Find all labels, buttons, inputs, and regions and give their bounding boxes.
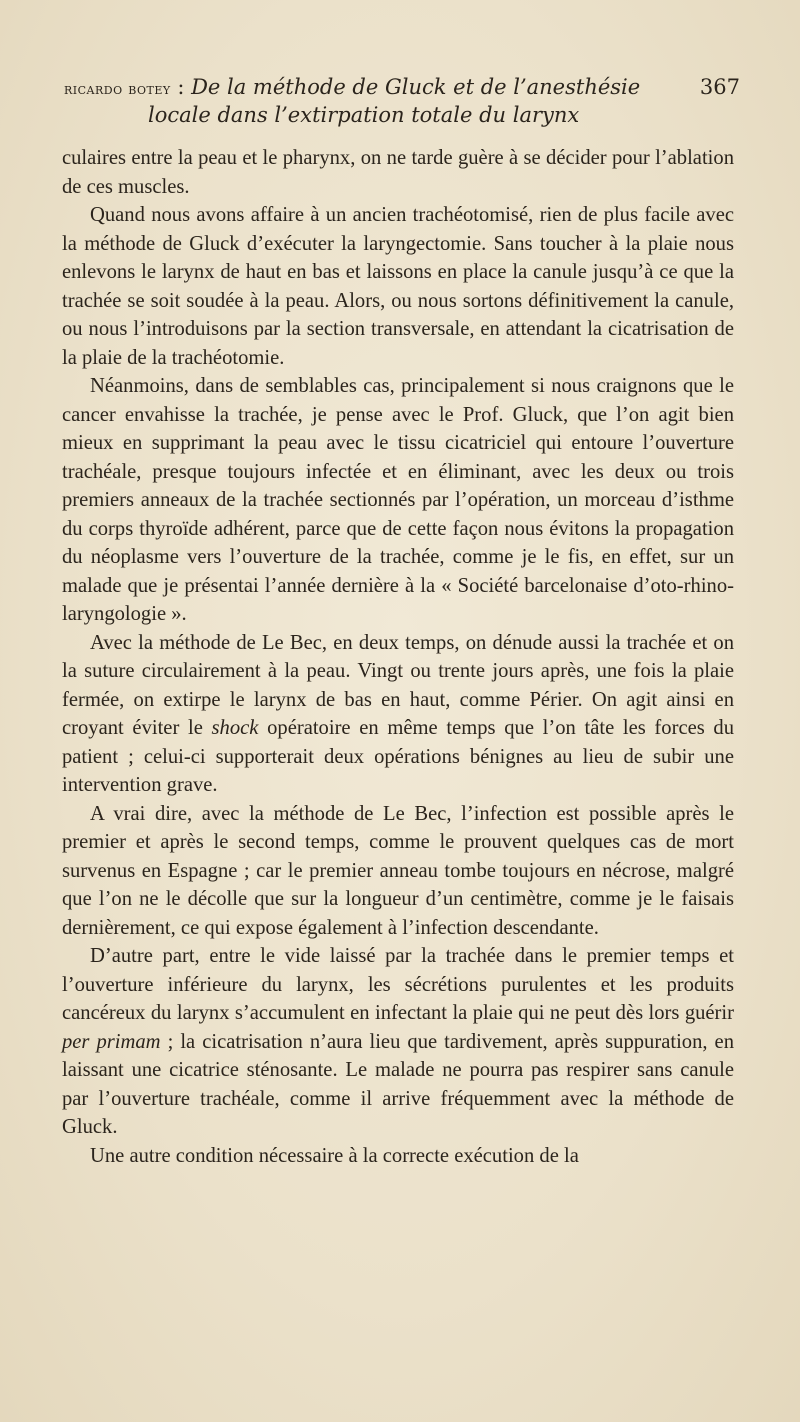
article-title-part1: De la méthode de Gluck et de l’anesthésie (191, 75, 641, 99)
header-separator: : (170, 75, 192, 99)
paragraph-7: Une autre condition nécessaire à la correcte exécution de la (90, 1144, 579, 1167)
paragraph-4-text-b: opératoire en même temps que l’on tâte les forces du patient ; celui-ci supporterait deux opérations bénignes au lieu de subir une intervention grave. (62, 717, 735, 796)
paragraph-2: Quand nous avons affaire à un ancien trachéotomisé, rien de plus facile avec la méthode de Gluck d’exécuter la laryngectomie. Sans toucher à la plaie nous enlevons le larynx de haut en bas et laissons en place la canule jusqu’à ce que la trachée se soit soudée à la peau. Alors, ou nous sortons définitivement la canule, ou nous l’introduisons par la section transversale, en attendant la cicatrisation de la plaie de la trachéotomie. (62, 204, 734, 369)
paragraph-6-text-b: ; la cicatrisation n’aura lieu que tardivement, après suppuration, en laissant une cicatrice sténosante. Le malade ne pourra pas respirer sans canule par l’ouverture trachéale, comme il arrive fréquemment avec la méthode de Gluck. (62, 1030, 734, 1138)
paragraph-4-text-a: Avec la méthode de Le Bec, en deux temps, on dénude aussi la trachée et on la suture circulairement à la peau. Vingt ou trente jours après, une fois la plaie fermée, on extirpe le larynx de bas en haut, comme Périer. On agit ainsi en croyant éviter le (62, 631, 734, 739)
body-text (62, 144, 734, 1170)
paragraph-6-text-a: D’autre part, entre le vide laissé par la trachée dans le premier temps et l’ouverture inférieure du larynx, les sécrétions purulentes et les produits cancéreux du larynx s’accumulent en infectant la plaie qui ne peut dès lors guérir (62, 945, 734, 1024)
article-title-part2: locale dans l’extirpation totale du larynx (148, 103, 580, 127)
paragraph-3: Néanmoins, dans de semblables cas, principalement si nous craignons que le cancer envahisse la trachée, je pense avec le Prof. Gluck, que l’on agit bien mieux en supprimant la peau avec le tissu cicatriciel qui entoure l’ouverture trachéale, presque toujours infectée et en éliminant, avec les deux ou trois premiers anneaux de la trachée sectionnés par l’opération, un morceau d’isthme du corps thyroïde adhérent, parce que de cette façon nous évitons la propagation du néoplasme vers l’ouverture de la trachée, comme je le fis, en effet, sur un malade que je présentai l’année dernière à la « Société barcelonaise d’oto-rhino-laryngologie ». (62, 375, 734, 625)
paragraph-5: A vrai dire, avec la méthode de Le Bec, l’infection est possible après le premier et après le second temps, comme le prouvent quelques cas de mort survenus en Espagne ; car le premier anneau tombe toujours en nécrose, malgré que l’on ne le décolle que sur la longueur d’un centimètre, comme je le faisais dernièrement, ce qui expose également à l’infection descendante. (62, 802, 734, 939)
paragraph-6 (62, 942, 734, 1142)
author-name: ricardo botey (64, 79, 171, 98)
header-title-line1 (64, 74, 640, 102)
page-number: 367 (699, 75, 740, 99)
running-header (64, 74, 740, 128)
paragraph-4-italic: shock (211, 717, 259, 739)
paragraph-4 (62, 629, 734, 800)
paragraph-1: culaires entre la peau et le pharynx, on ne tarde guère à se décider pour l’ablation de ces muscles. (62, 147, 734, 198)
paragraph-6-italic: per primam (62, 1030, 161, 1053)
